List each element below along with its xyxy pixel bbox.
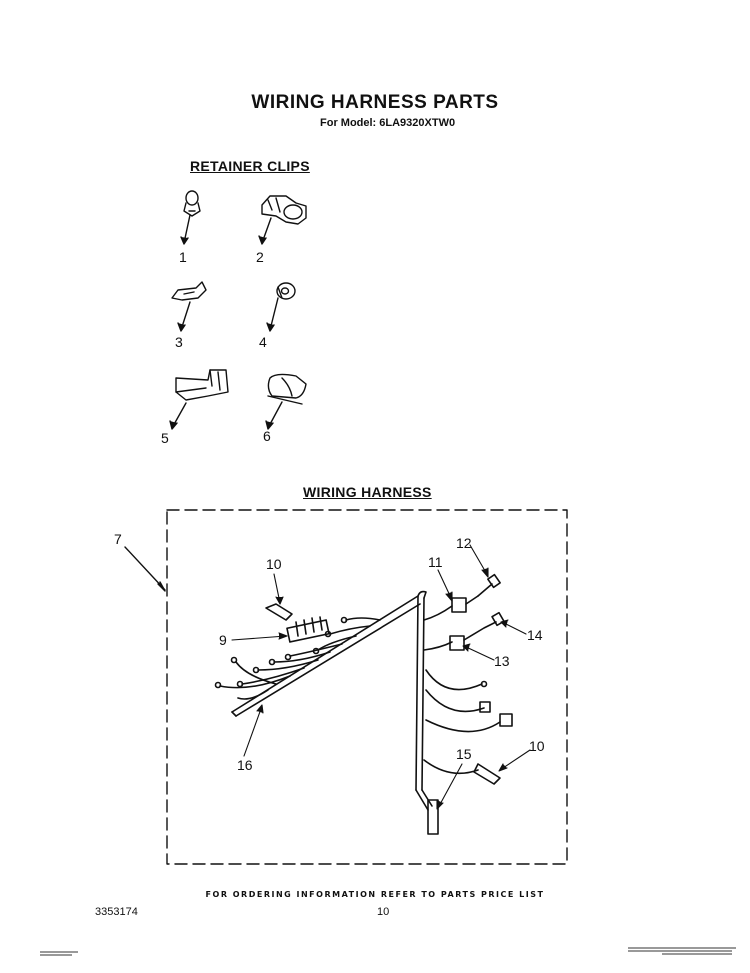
retainer-clips-heading: RETAINER CLIPS: [190, 158, 310, 174]
wiring-harness-heading: WIRING HARNESS: [303, 484, 432, 500]
callout-13: 13: [494, 653, 510, 669]
callout-11: 11: [428, 554, 443, 570]
callout-4: 4: [259, 334, 267, 350]
callout-5: 5: [161, 430, 169, 446]
retainer-clip-1: [181, 191, 200, 244]
retainer-clip-3: [172, 282, 206, 331]
retainer-clip-2: [259, 196, 306, 244]
callout-12: 12: [456, 535, 472, 551]
callout-10-upper: 10: [266, 556, 282, 572]
page-title: WIRING HARNESS PARTS: [251, 92, 499, 113]
retainer-clip-5: [170, 370, 228, 429]
callout-6: 6: [263, 428, 271, 444]
callout-7: 7: [114, 531, 122, 547]
retainer-clip-6: [266, 374, 306, 429]
ordering-note: FOR ORDERING INFORMATION REFER TO PARTS PRICE LIST: [205, 890, 545, 899]
callout-3: 3: [175, 334, 183, 350]
callout-2: 2: [256, 249, 264, 265]
retainer-clip-4: [267, 283, 295, 331]
fine-print-left: [40, 950, 80, 960]
callout-16: 16: [237, 757, 253, 773]
callout-1: 1: [179, 249, 187, 265]
callout-15: 15: [456, 746, 472, 762]
callout-9: 9: [219, 632, 227, 648]
callout-10-lower: 10: [529, 738, 545, 754]
callout-14: 14: [527, 627, 543, 643]
model-subtitle: For Model: 6LA9320XTW0: [320, 117, 456, 129]
fine-print-right: [628, 946, 738, 960]
part-number: 3353174: [95, 906, 138, 918]
page-number: 10: [377, 906, 390, 918]
wiring-harness: [216, 575, 513, 834]
